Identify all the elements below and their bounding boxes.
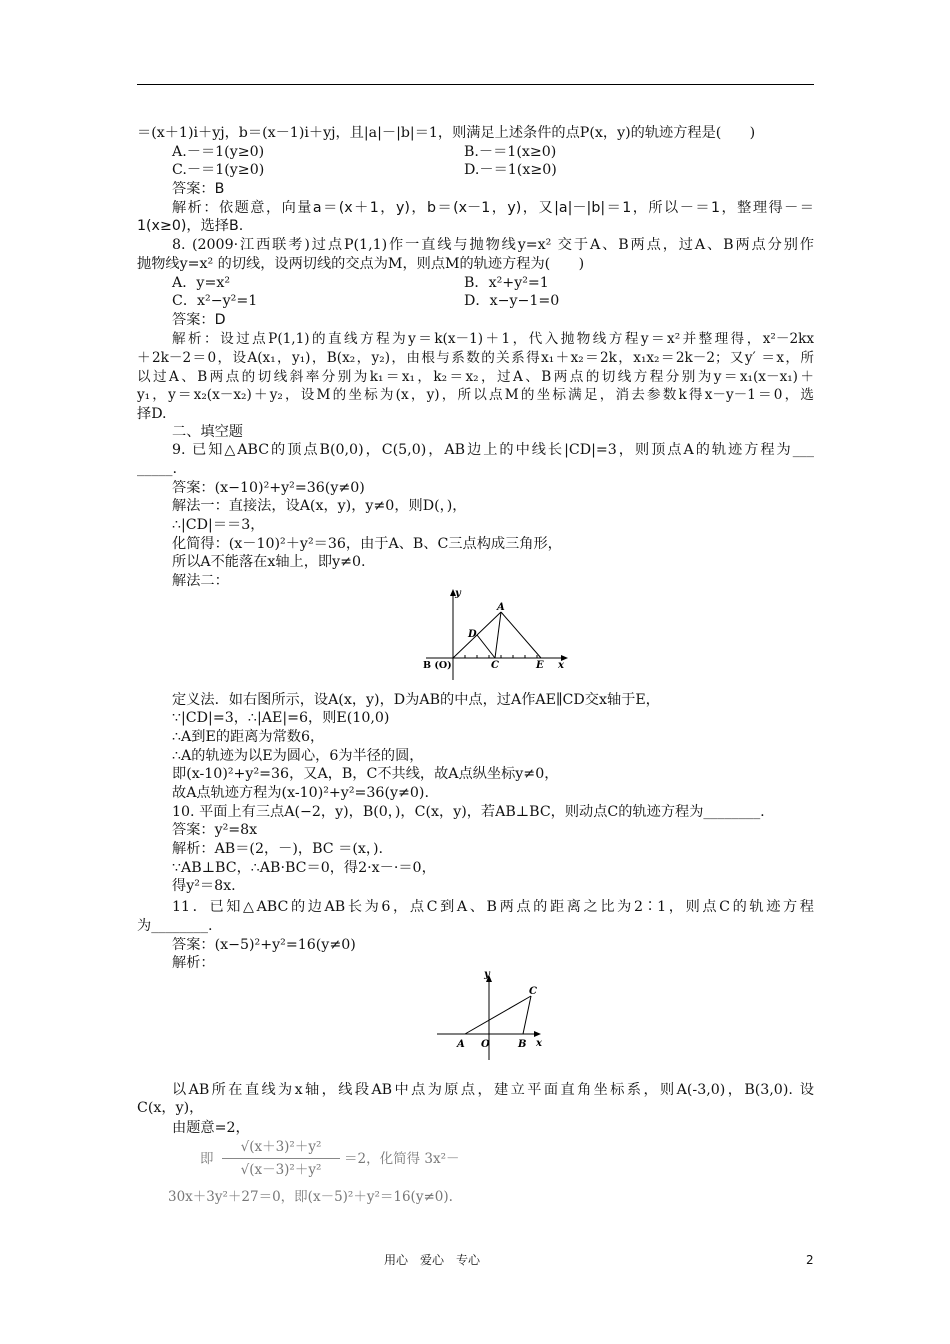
q7-option-d: D.－＝1(x≥0)	[464, 162, 557, 178]
fig1-label-x: x	[558, 660, 564, 671]
q10-answer: 答案：y²=8x	[172, 822, 258, 838]
fig2-label-x: x	[536, 1038, 542, 1049]
q10-analysis-line2: ∵AB⊥BC，∴AB·BC＝0，得2·x－·＝0，	[172, 860, 436, 876]
q9-method2-line2: ∵|CD|=3，∴|AE|=6，则E(10,0)	[172, 710, 390, 726]
fig1-segment-dc	[477, 635, 495, 658]
q9-method2-line3: ∴A到E的距离为常数6，	[172, 729, 325, 745]
fig2-segment-ac	[465, 996, 531, 1034]
fig1-segment-ae	[501, 612, 541, 658]
q11-analysis-line3: 由题意=2，	[172, 1120, 250, 1136]
q9-figure	[418, 586, 578, 684]
q8-stem-line2: 抛物线y=x² 的切线，设两切线的交点为M，则点M的轨迹方程为( )	[137, 256, 585, 272]
fig2-label-o: O	[481, 1039, 490, 1050]
fig2-label-y: y	[484, 969, 490, 980]
q11-stem-line2: 为________.	[137, 918, 213, 934]
page-number: 2	[806, 1253, 814, 1267]
q8-option-c: C．x²−y²=1	[172, 293, 258, 309]
q8-analysis-line1: 解析：设过点P(1,1)的直线方程为y＝k(x－1)＋1，代入抛物线方程y＝x²并整理得，x²－2kx	[172, 331, 814, 347]
q8-stem-line1: 8. (2009·江西联考)过点P(1,1)作一直线与抛物线y=x² 交于A、B两点，过A、B两点分别作	[172, 237, 814, 253]
q8-analysis-line4: y₁，y＝x₂(x－x₂)＋y₂，设M的坐标为(x，y)，所以点M的坐标满足，消去参数k得x－y－1＝0，选	[137, 387, 814, 403]
fig2-label-b: B	[518, 1039, 527, 1050]
fig1-label-a: A	[497, 602, 505, 613]
q10-analysis-line1: 解析：AB＝(2，－)，BC ＝(x，).	[172, 841, 383, 857]
q9-stem-line1: 9. 已知△ABC的顶点B(0,0)，C(5,0)，AB边上的中线长|CD|=3，则顶点A的轨迹方程为___	[172, 442, 814, 458]
fig2-label-c: C	[529, 986, 537, 997]
fig1-label-bo: B (O)	[423, 660, 452, 671]
q11-figure	[432, 968, 552, 1064]
q11-formula-line1	[200, 1138, 520, 1188]
q7-analysis-line2: 1(x≥0)，选择B.	[137, 218, 244, 234]
q8-analysis-line5: 择D.	[137, 406, 167, 422]
q8-answer: 答案：D	[172, 312, 226, 328]
q11-analysis-heading: 解析：	[172, 955, 215, 971]
fig1-label-d: D	[468, 629, 477, 640]
q7-option-c: C.－＝1(y≥0)	[172, 162, 265, 178]
q9-method1-line4: 所以A不能落在x轴上，即y≠0.	[172, 554, 366, 570]
q7-answer: 答案：B	[172, 181, 225, 197]
q9-method1-line3: 化简得：(x－10)²＋y²＝36，由于A、B、C三点构成三角形，	[172, 536, 562, 552]
q11-formula-line2: 30x＋3y²＋27＝0，即(x－5)²＋y²＝16(y≠0).	[168, 1189, 453, 1205]
q9-method2-line5: 即(x-10)²+y²=36，又A，B，C不共线，故A点纵坐标y≠0，	[172, 766, 559, 782]
formula-denominator: √(x－3)²＋y²	[240, 1162, 322, 1178]
fig2-label-a: A	[457, 1039, 465, 1050]
q9-method2-line1: 定义法．如右图所示，设A(x，y)，D为AB的中点，过A作AE∥CD交x轴于E，	[172, 692, 660, 708]
q8-analysis-line3: 以过A、B两点的切线斜率分别为k₁＝x₁，k₂＝x₂，过A、B两点的切线方程分别为y＝x₁(x－x₁)＋	[137, 369, 814, 385]
header-rule	[137, 84, 814, 85]
q9-method2-line4: ∴A的轨迹为以E为圆心，6为半径的圆，	[172, 748, 424, 764]
q9-method1-line1: 解法一：直接法，设A(x，y)，y≠0，则D(，)，	[172, 498, 467, 514]
q9-method1-line2: ∴|CD|＝＝3，	[172, 517, 265, 533]
fig1-label-c: C	[491, 660, 499, 671]
q8-option-b: B．x²+y²=1	[464, 275, 549, 291]
formula-numerator: √(x＋3)²＋y²	[240, 1139, 322, 1155]
q10-analysis-line3: 得y²＝8x.	[172, 878, 236, 894]
fig1-label-y: y	[455, 588, 461, 599]
q11-analysis-line2: C(x，y)，	[137, 1100, 204, 1116]
q10-stem: 10. 平面上有三点A(−2，y)，B(0，)，C(x，y)，若AB⊥BC，则动点C的轨迹方程为________.	[172, 804, 765, 820]
footer-motto: 用心 爱心 专心	[384, 1253, 481, 1267]
q11-analysis-line1: 以AB所在直线为x轴，线段AB中点为原点，建立平面直角坐标系，则A(-3,0)，B(3,0). 设	[172, 1082, 814, 1098]
fig1-segment-ac	[495, 612, 501, 658]
q7-option-a: A.－＝1(y≥0)	[172, 144, 265, 160]
section-heading-fill-blank: 二、填空题	[172, 424, 243, 440]
q9-stem-line2: _____.	[137, 461, 177, 477]
q11-answer: 答案：(x−5)²+y²=16(y≠0)	[172, 937, 356, 953]
formula-fraction-bar	[222, 1158, 340, 1159]
q7-stem: ＝(x＋1)i＋yj，b＝(x－1)i＋yj，且|a|－|b|＝1，则满足上述条件的点P(x，y)的轨迹方程是( )	[137, 125, 756, 141]
fig2-x-arrow	[534, 1031, 541, 1037]
fig2-segment-cb	[523, 996, 531, 1034]
q9-method2-heading: 解法二：	[172, 573, 229, 589]
fig1-label-e: E	[536, 660, 544, 671]
q8-option-d: D．x−y−1=0	[464, 293, 560, 309]
q7-analysis-line1: 解析：依题意，向量a＝(x＋1，y)，b＝(x－1，y)，又|a|－|b|＝1，所以－＝1，整理得－＝	[172, 200, 814, 216]
formula-prefix: 即	[200, 1151, 214, 1167]
q9-answer: 答案：(x−10)²+y²=36(y≠0)	[172, 480, 365, 496]
q11-stem-line1: 11．已知△ABC的边AB长为6，点C到A、B两点的距离之比为2∶1，则点C的轨迹方程	[172, 899, 814, 915]
q7-option-b: B.－＝1(x≥0)	[464, 144, 557, 160]
q8-option-a: A．y=x²	[172, 275, 231, 291]
formula-suffix: ＝2，化简得 3x²－	[344, 1151, 460, 1167]
q9-method2-line6: 故A点轨迹方程为(x-10)²+y²=36(y≠0).	[172, 785, 429, 801]
q8-analysis-line2: ＋2k－2＝0，设A(x₁，y₁)，B(x₂，y₂)，由根与系数的关系得x₁＋x₂＝2k，x₁x₂＝2k－2；又y′ ＝x，所	[137, 350, 814, 366]
